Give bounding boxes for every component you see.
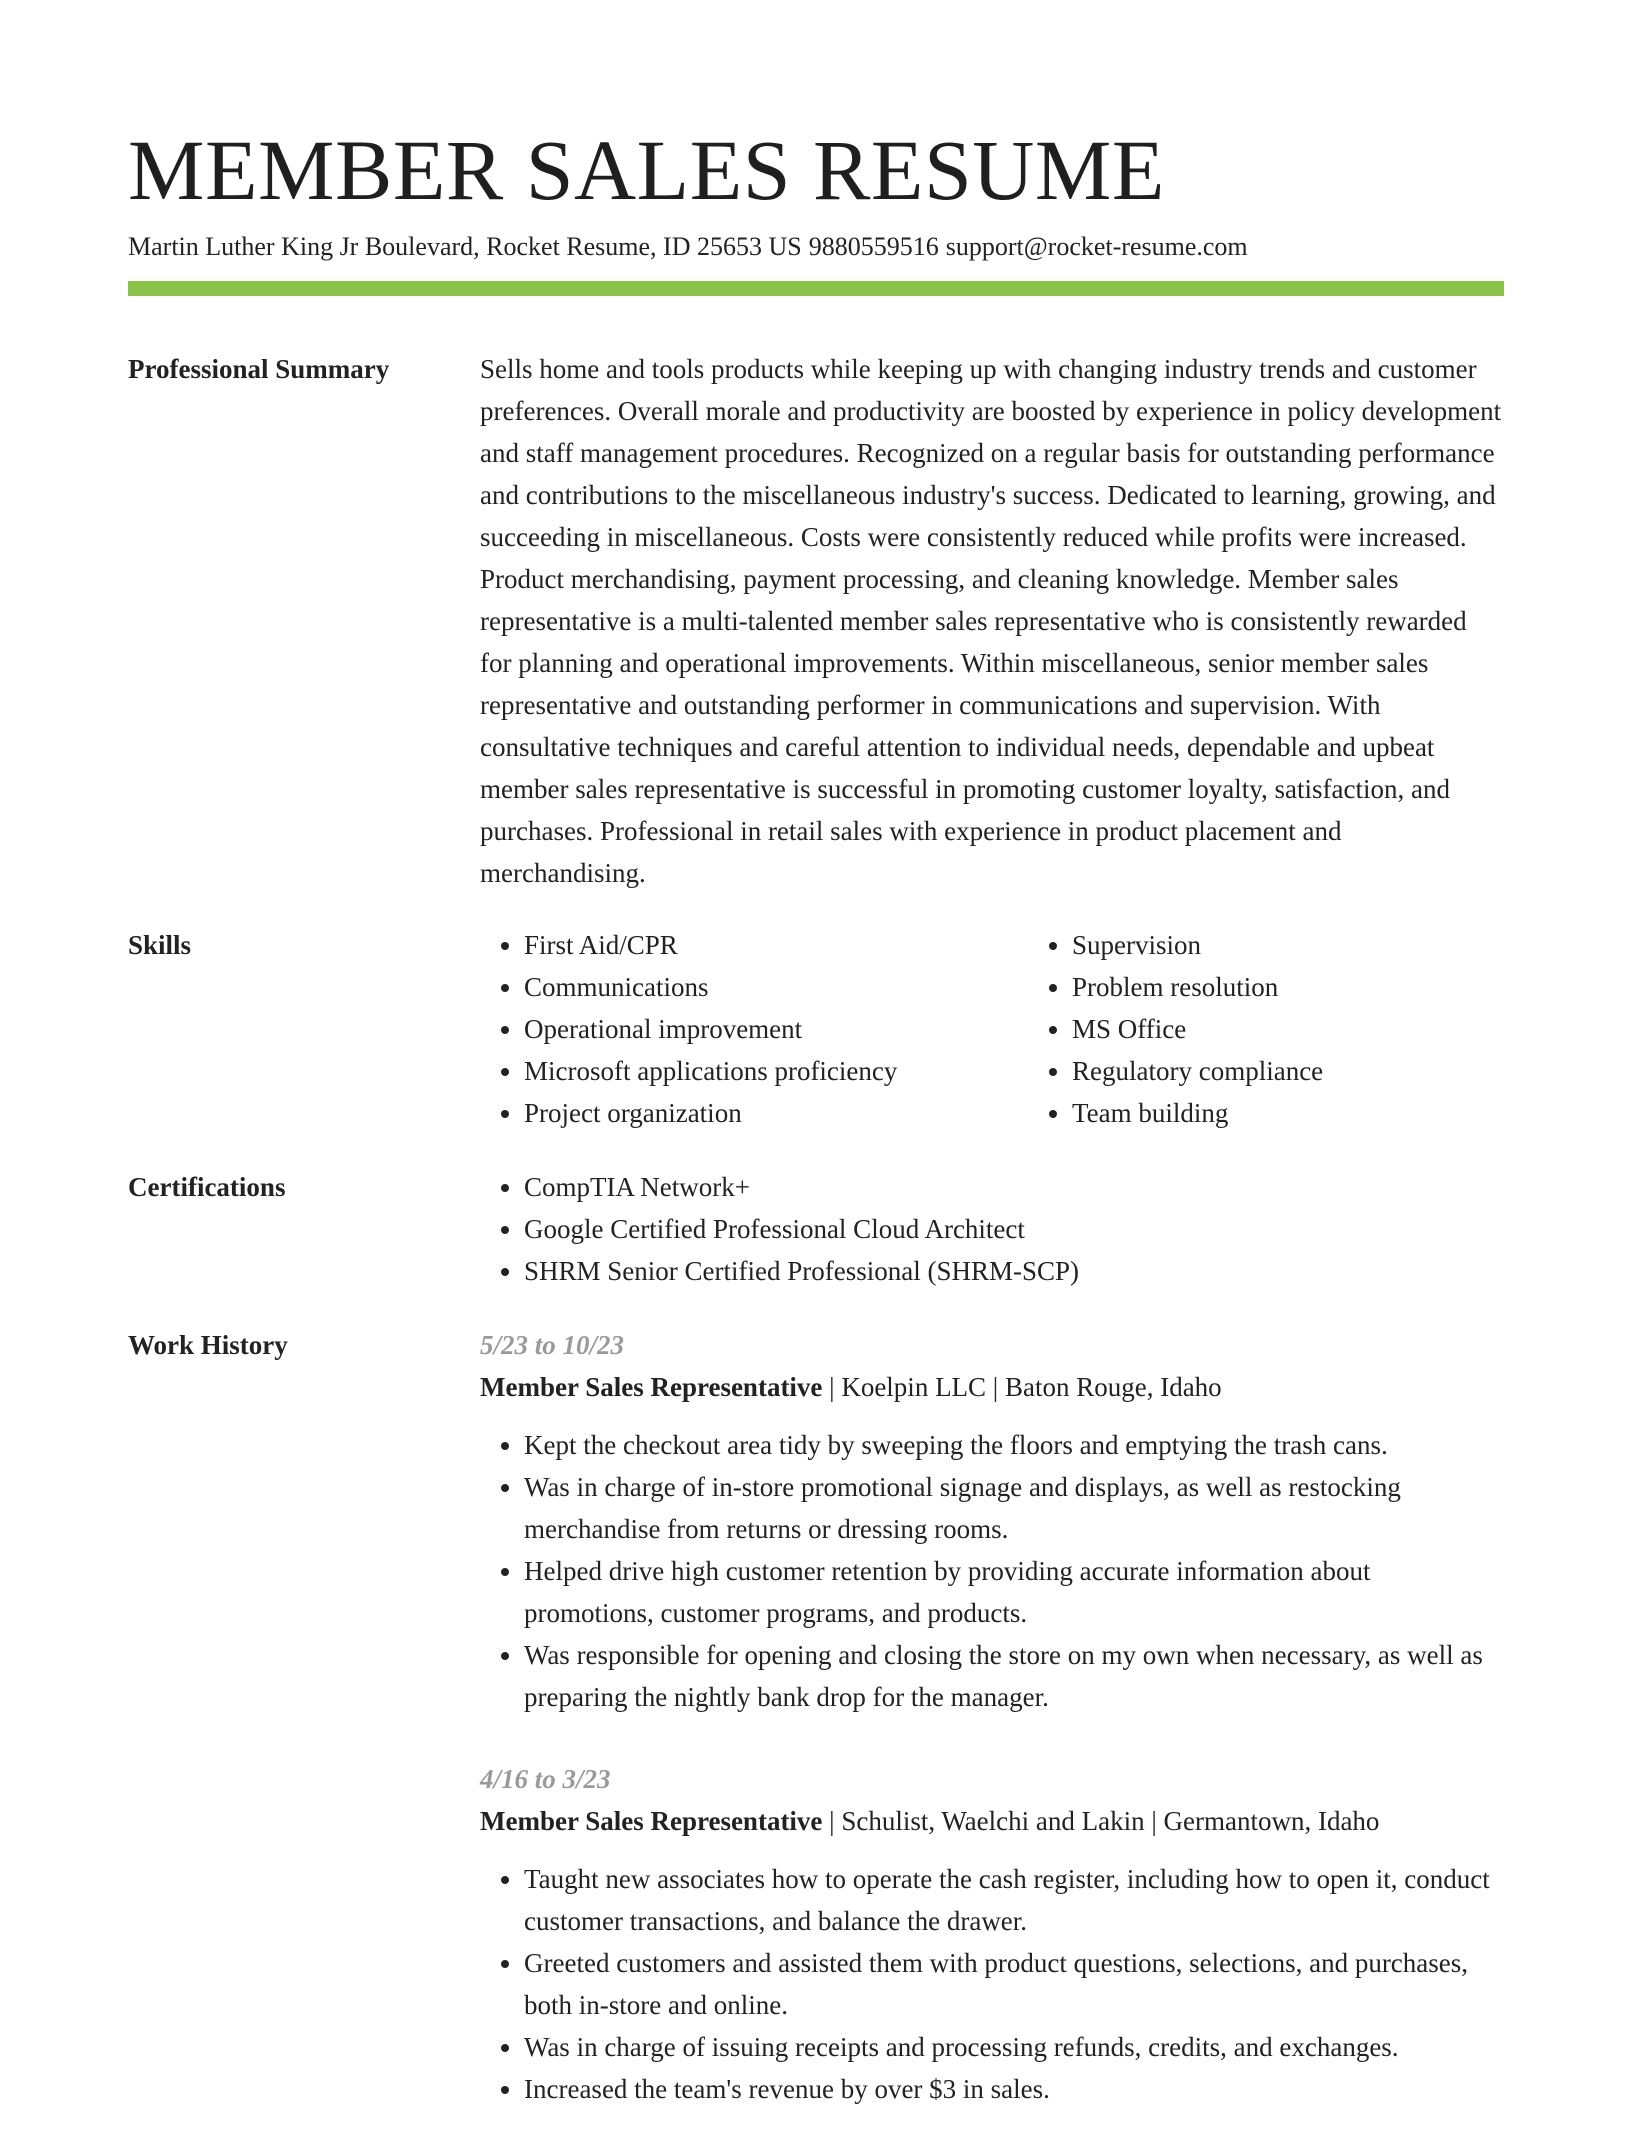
skills-section bbox=[128, 924, 1504, 1134]
job-title: Member Sales Representative bbox=[480, 1806, 823, 1836]
job-bullet: • Was in charge of in-store promotional signage and displays, as well as restocking merchandise from returns or dressing rooms. bbox=[524, 1466, 1504, 1550]
work-history-content bbox=[480, 1324, 1504, 2150]
skills-content bbox=[480, 924, 1504, 1134]
job-heading bbox=[480, 1800, 1504, 1842]
summary-content bbox=[480, 348, 1504, 894]
skill-item: • Microsoft applications proficiency bbox=[524, 1050, 1028, 1092]
skill-item: • MS Office bbox=[1072, 1008, 1323, 1050]
skill-item: • Supervision bbox=[1072, 924, 1323, 966]
section-label-skills: Skills bbox=[128, 930, 192, 960]
summary-section bbox=[128, 348, 1504, 894]
certifications-list bbox=[480, 1166, 1504, 1292]
certification-item: • SHRM Senior Certified Professional (SHRM-SCP) bbox=[524, 1250, 1504, 1292]
skills-list-right bbox=[1028, 924, 1323, 1134]
job-bullets bbox=[480, 1424, 1504, 1718]
header-divider bbox=[128, 281, 1504, 296]
section-label-work-history: Work History bbox=[128, 1330, 288, 1360]
skill-item: • Operational improvement bbox=[524, 1008, 1028, 1050]
skills-list-left bbox=[480, 924, 1028, 1134]
job-dates: 5/23 to 10/23 bbox=[480, 1330, 625, 1360]
contact-email: support@rocket-resume.com bbox=[945, 232, 1248, 261]
job-bullet: • Was responsible for opening and closing the store on my own when necessary, as well as preparing the nightly bank drop for the manager. bbox=[524, 1634, 1504, 1718]
job-employer-location: | Schulist, Waelchi and Lakin | Germantown, Idaho bbox=[822, 1806, 1380, 1836]
certifications-content bbox=[480, 1166, 1504, 1292]
section-label-certifications: Certifications bbox=[128, 1172, 286, 1202]
resume-page bbox=[128, 120, 1504, 2150]
certifications-section bbox=[128, 1166, 1504, 1292]
job-employer-location: | Koelpin LLC | Baton Rouge, Idaho bbox=[822, 1372, 1222, 1402]
job-entry bbox=[480, 1324, 1504, 1718]
certification-item: • Google Certified Professional Cloud Architect bbox=[524, 1208, 1504, 1250]
contact-address: Martin Luther King Jr Boulevard, Rocket Resume, ID 25653 US bbox=[128, 232, 802, 261]
job-heading bbox=[480, 1366, 1504, 1408]
job-bullet: • Kept the checkout area tidy by sweeping the floors and emptying the trash cans. bbox=[524, 1424, 1504, 1466]
summary-text: Sells home and tools products while keeping up with changing industry trends and customer preferences. Overall morale and productivity are boosted by experience in policy development and staff management procedures. Recognized on a regular basis for outstanding performance and contributions to the miscellaneous industry's success. Dedicated to learning, growing, and succeeding in miscellaneous. Costs were consistently reduced while profits were increased. Product merchandising, payment processing, and cleaning knowledge. Member sales representative is a multi-talented member sales representative who is consistently rewarded for planning and operational improvements. Within miscellaneous, senior member sales representative and outstanding performer in communications and supervision. With consultative techniques and careful attention to individual needs, dependable and upbeat member sales representative is successful in promoting customer loyalty, satisfaction, and purchases. Professional in retail sales with experience in product placement and merchandising. bbox=[480, 354, 1502, 888]
skills-grid bbox=[480, 924, 1504, 1134]
certification-item: • CompTIA Network+ bbox=[524, 1166, 1504, 1208]
skill-item: • Problem resolution bbox=[1072, 966, 1323, 1008]
work-history-section bbox=[128, 1324, 1504, 2150]
job-dates: 4/16 to 3/23 bbox=[480, 1764, 611, 1794]
contact-line bbox=[128, 230, 1504, 264]
section-label-summary: Professional Summary bbox=[128, 354, 390, 384]
job-entry bbox=[480, 1758, 1504, 2110]
job-bullets bbox=[480, 1858, 1504, 2110]
job-bullet: • Taught new associates how to operate the cash register, including how to open it, conduct customer transactions, and balance the drawer. bbox=[524, 1858, 1504, 1942]
skill-item: • Communications bbox=[524, 966, 1028, 1008]
skill-item: • First Aid/CPR bbox=[524, 924, 1028, 966]
job-title: Member Sales Representative bbox=[480, 1372, 823, 1402]
job-bullet: • Helped drive high customer retention by providing accurate information about promotions, customer programs, and products. bbox=[524, 1550, 1504, 1634]
contact-phone: 9880559516 bbox=[808, 232, 939, 261]
job-bullet: • Greeted customers and assisted them with product questions, selections, and purchases, both in-store and online. bbox=[524, 1942, 1504, 2026]
job-bullet: • Increased the team's revenue by over $3 in sales. bbox=[524, 2068, 1504, 2110]
resume-title: MEMBER SALES RESUME bbox=[128, 122, 1165, 218]
skill-item: • Project organization bbox=[524, 1092, 1028, 1134]
skill-item: • Team building bbox=[1072, 1092, 1323, 1134]
job-bullet: • Was in charge of issuing receipts and processing refunds, credits, and exchanges. bbox=[524, 2026, 1504, 2068]
skill-item: • Regulatory compliance bbox=[1072, 1050, 1323, 1092]
